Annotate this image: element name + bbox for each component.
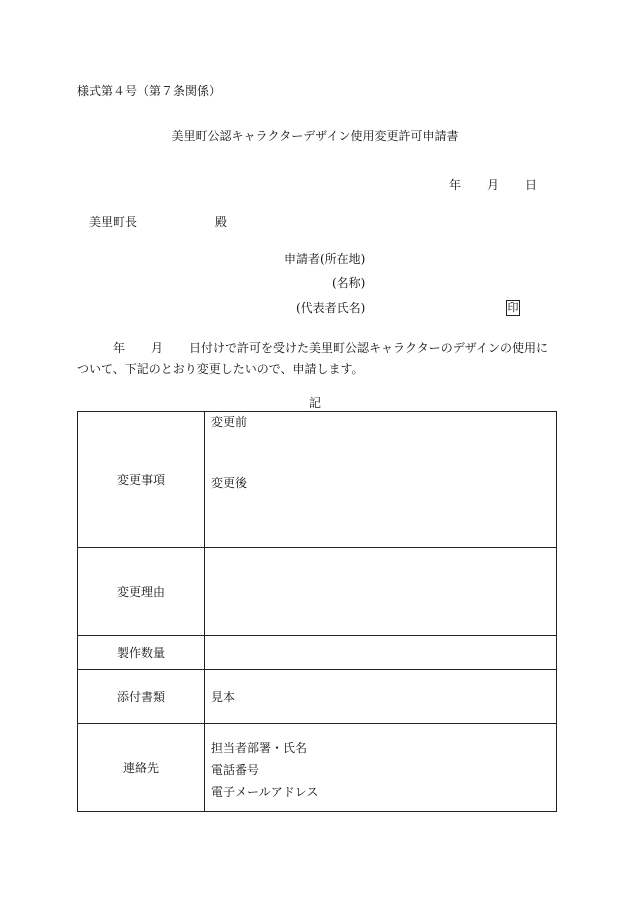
table-row <box>78 636 557 670</box>
ki-heading: 記 <box>308 396 321 410</box>
quantity-label: 製作数量 <box>78 636 205 670</box>
addressee <box>89 216 227 228</box>
contact-line-person: 担当者部署・氏名 <box>211 741 308 755</box>
date-month: 月 <box>487 178 500 192</box>
attachments-value: 見本 <box>211 690 236 704</box>
form-number: 様式第４号（第７条関係） <box>77 84 222 98</box>
change-reason-label: 変更理由 <box>78 548 205 636</box>
applicant-location-label: 申請者(所在地) <box>284 252 366 266</box>
table-row <box>78 412 557 548</box>
applicant-representative-label: (代表者氏名) <box>296 301 366 315</box>
date-day: 日 <box>525 178 538 192</box>
attachments-cell <box>205 670 557 724</box>
body-paragraph <box>77 338 557 380</box>
document-title: 美里町公認キャラクターデザイン使用変更許可申請書 <box>171 129 459 143</box>
table-row <box>78 548 557 636</box>
addressee-name: 美里町長 <box>89 215 138 229</box>
applicant-name-label: (名称) <box>332 276 366 290</box>
contact-label: 連絡先 <box>78 724 205 812</box>
attachments-label: 添付書類 <box>78 670 205 724</box>
change-items-cell <box>205 412 557 548</box>
date-year: 年 <box>449 178 462 192</box>
seal-mark: 印 <box>507 301 519 314</box>
body-text: 日付けで許可を受けた美里町公認キャラクターのデザインの使用について、下記のとおり変更したいので、申請します。 <box>77 341 548 376</box>
change-after-label: 変更後 <box>211 476 248 490</box>
date-line <box>449 179 537 191</box>
change-reason-cell <box>205 548 557 636</box>
addressee-honorific: 殿 <box>215 215 228 229</box>
change-before-label: 変更前 <box>211 415 248 429</box>
contact-cell <box>205 724 557 812</box>
body-year: 年 <box>113 341 126 355</box>
contact-line-email: 電子メールアドレス <box>211 785 319 799</box>
body-month: 月 <box>151 341 164 355</box>
table-row <box>78 724 557 812</box>
table-row <box>78 670 557 724</box>
quantity-cell <box>205 636 557 670</box>
application-table <box>77 411 557 812</box>
change-items-label: 変更事項 <box>78 412 205 548</box>
contact-line-phone: 電話番号 <box>211 763 260 777</box>
